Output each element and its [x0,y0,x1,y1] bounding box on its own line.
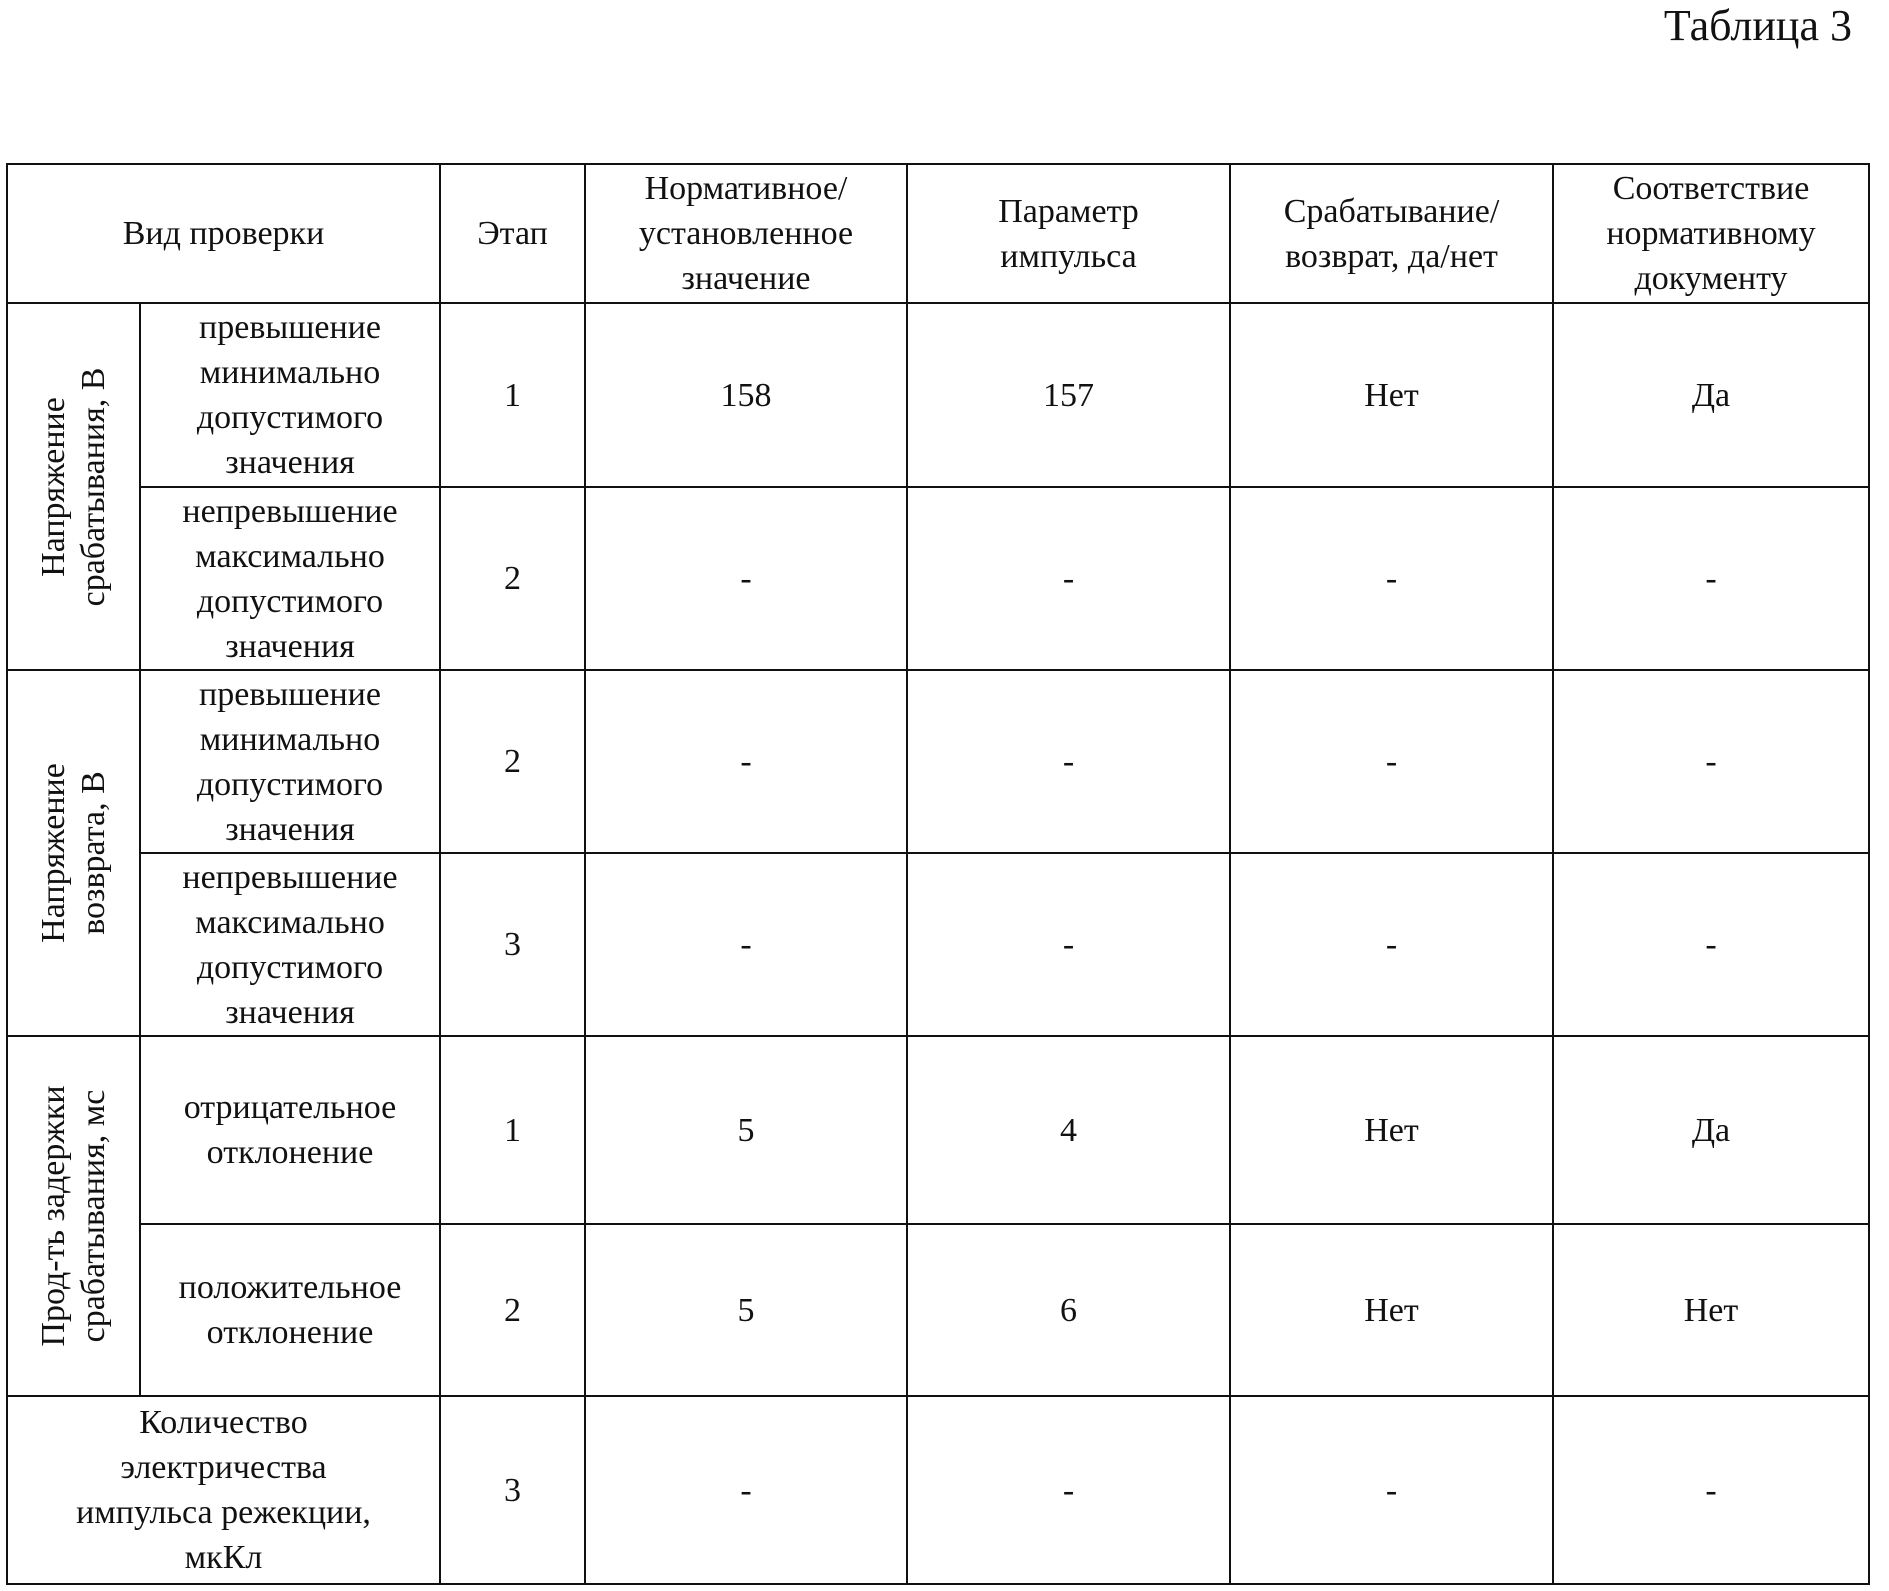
header-line: Параметр [908,189,1229,234]
header-line: Срабатывание/ [1231,189,1552,234]
cell-normative: 5 [585,1036,907,1224]
sub-check [140,1036,440,1224]
sub-line: положительное [141,1265,439,1310]
table-row [7,853,1869,1036]
sub-line: минимально [141,717,439,762]
sub-line: значения [141,990,439,1035]
sub-line: превышение [141,305,439,350]
header-normative [585,164,907,303]
table-row [7,670,1869,853]
header-check-type: Вид проверки [7,164,440,303]
header-line: импульса [908,234,1229,279]
header-compliance [1553,164,1869,303]
group-label-line: срабатывания, В [74,367,114,606]
sub-line: непревышение [141,489,439,534]
header-pulse-param [907,164,1230,303]
cell-trigger-return: Нет [1230,303,1553,487]
sub-line: значения [141,624,439,669]
cell-pulse-param: 4 [907,1036,1230,1224]
cell-compliance: - [1553,1396,1869,1584]
label-line: электричества [8,1445,439,1490]
header-line: документу [1554,256,1868,301]
sub-line: допустимого [141,395,439,440]
cell-pulse-param: - [907,853,1230,1036]
group-label-line: Прод-ть задержки [34,1085,74,1346]
group-label-line: Напряжение [34,367,74,606]
table-row [7,1396,1869,1584]
cell-normative: - [585,1396,907,1584]
label-line: импульса режекции, [8,1490,439,1535]
cell-trigger-return: Нет [1230,1224,1553,1396]
table-row [7,1224,1869,1396]
sub-line: значения [141,807,439,852]
sub-check [140,853,440,1036]
cell-compliance: Да [1553,1036,1869,1224]
label-line: Количество [8,1400,439,1445]
sub-line: максимально [141,900,439,945]
header-line: Нормативное/ [586,166,906,211]
sub-check [140,303,440,487]
header-line: Соответствие [1554,166,1868,211]
cell-stage: 1 [440,1036,585,1224]
cell-stage: 2 [440,670,585,853]
cell-normative: - [585,670,907,853]
cell-normative: - [585,487,907,670]
sub-line: отклонение [141,1310,439,1355]
cell-trigger-return: - [1230,670,1553,853]
charge-quantity-label [7,1396,440,1584]
cell-trigger-return: - [1230,487,1553,670]
table-caption: Таблица 3 [1664,0,1852,52]
cell-pulse-param: 157 [907,303,1230,487]
cell-compliance: Да [1553,303,1869,487]
group-label-return-voltage [7,670,140,1036]
results-table [6,163,1870,1585]
header-row [7,164,1869,303]
sub-line: допустимого [141,945,439,990]
sub-check [140,670,440,853]
cell-compliance: Нет [1553,1224,1869,1396]
sub-line: отрицательное [141,1085,439,1130]
cell-stage: 3 [440,1396,585,1584]
sub-line: максимально [141,534,439,579]
cell-compliance: - [1553,853,1869,1036]
group-label-trigger-voltage [7,303,140,670]
table-row [7,1036,1869,1224]
group-label-line: срабатывания, мс [74,1085,114,1346]
cell-stage: 2 [440,1224,585,1396]
cell-stage: 3 [440,853,585,1036]
table-row [7,487,1869,670]
header-line: установленное [586,211,906,256]
sub-line: допустимого [141,579,439,624]
sub-line: допустимого [141,762,439,807]
cell-stage: 2 [440,487,585,670]
cell-pulse-param: - [907,487,1230,670]
header-line: значение [586,256,906,301]
cell-pulse-param: - [907,670,1230,853]
sub-check [140,487,440,670]
cell-pulse-param: - [907,1396,1230,1584]
cell-trigger-return: Нет [1230,1036,1553,1224]
header-line: нормативному [1554,211,1868,256]
cell-pulse-param: 6 [907,1224,1230,1396]
sub-line: непревышение [141,855,439,900]
sub-line: значения [141,440,439,485]
cell-normative: - [585,853,907,1036]
cell-stage: 1 [440,303,585,487]
table-row [7,303,1869,487]
sub-line: отклонение [141,1130,439,1175]
cell-normative: 5 [585,1224,907,1396]
cell-compliance: - [1553,487,1869,670]
cell-trigger-return: - [1230,853,1553,1036]
cell-compliance: - [1553,670,1869,853]
label-line: мкКл [8,1535,439,1580]
group-label-delay-duration [7,1036,140,1396]
header-trigger-return [1230,164,1553,303]
group-label-line: возврата, В [74,763,114,943]
cell-normative: 158 [585,303,907,487]
sub-line: минимально [141,350,439,395]
header-line: возврат, да/нет [1231,234,1552,279]
sub-check [140,1224,440,1396]
group-label-line: Напряжение [34,763,74,943]
cell-trigger-return: - [1230,1396,1553,1584]
header-stage: Этап [440,164,585,303]
sub-line: превышение [141,672,439,717]
